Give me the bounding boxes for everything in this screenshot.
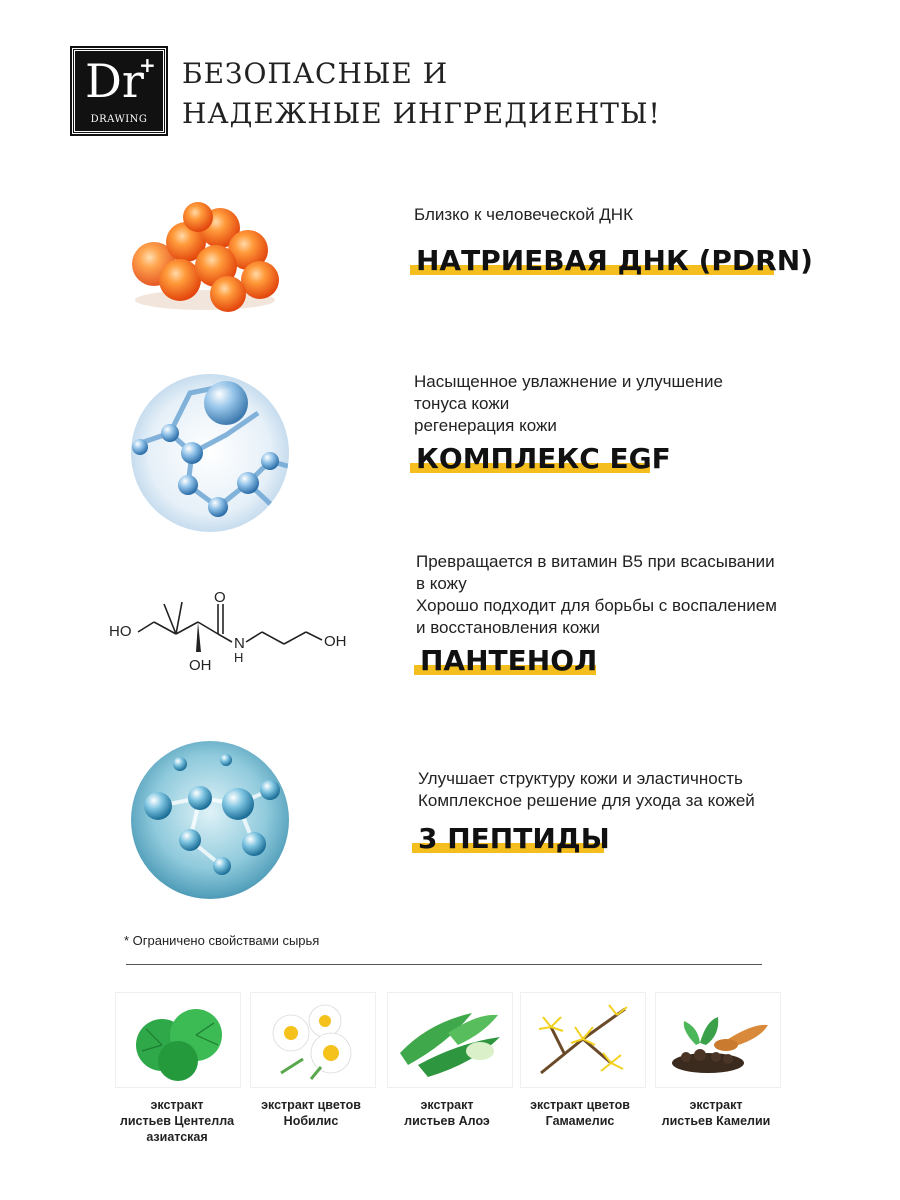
molecule-sphere-image	[130, 373, 290, 533]
extract-label-line: экстракт цветов	[530, 1098, 630, 1112]
centella-leaves-image	[115, 992, 241, 1088]
extract-label-line: Нобилис	[283, 1114, 339, 1128]
formula-label: OH	[189, 657, 212, 674]
formula-label: HO	[109, 623, 132, 640]
witch-hazel-extract-label	[510, 1097, 650, 1129]
panthenol-title: ПАНТЕНОЛ	[420, 644, 598, 677]
egf-description	[414, 371, 723, 437]
peptides-desc-line: Улучшает структуру кожи и эластичность	[418, 769, 743, 788]
logo-text: Dr	[85, 54, 144, 108]
chamomile-flowers-image	[250, 992, 376, 1088]
chamomile-extract-label	[241, 1097, 381, 1129]
logo-subtitle: DRAWING	[90, 114, 148, 125]
formula-label: N	[234, 635, 245, 652]
panthenol-structure-formula	[104, 590, 354, 680]
logo-plus: +	[139, 53, 156, 77]
panthenol-desc-line: Превращается в витамин B5 при всасывании	[416, 552, 775, 571]
camellia-extract-label	[646, 1097, 786, 1129]
extract-label-line: листьев Центелла	[119, 1114, 235, 1128]
egf-title-block	[410, 442, 671, 476]
formula-label: OH	[324, 633, 347, 650]
peptides-title-block	[412, 822, 610, 856]
extract-label-line: листьев Алоэ	[404, 1114, 490, 1128]
pdrn-desc-line: Близко к человеческой ДНК	[414, 205, 633, 224]
panthenol-title-block	[414, 644, 598, 678]
panthenol-desc-line: и восстановления кожи	[416, 618, 600, 637]
formula-label: H	[234, 650, 244, 665]
centella-extract-label	[107, 1097, 247, 1145]
pdrn-title-block	[410, 244, 813, 278]
extract-label-line: листьев Камелии	[661, 1114, 771, 1128]
pdrn-title: НАТРИЕВАЯ ДНК (PDRN)	[416, 244, 813, 277]
page-headline	[182, 54, 661, 134]
peptides-title: 3 ПЕПТИДЫ	[418, 822, 610, 855]
extract-label-line: экстракт	[150, 1098, 204, 1112]
aloe-extract-label	[377, 1097, 517, 1129]
pdrn-description	[414, 204, 633, 226]
egf-desc-line: тонуса кожи	[414, 394, 510, 413]
headline-line-1: БЕЗОПАСНЫЕ И	[182, 57, 449, 90]
footnote: * Ограничено свойствами сырья	[124, 933, 320, 948]
peptides-desc-line: Комплексное решение для ухода за кожей	[418, 791, 755, 810]
extract-label-line: Гамамелис	[545, 1114, 615, 1128]
headline-line-2: НАДЕЖНЫЕ ИНГРЕДИЕНТЫ!	[182, 97, 661, 130]
extract-label-line: экстракт цветов	[261, 1098, 361, 1112]
peptides-description	[418, 768, 755, 812]
salmon-roe-image	[120, 192, 290, 322]
panthenol-desc-line: в кожу	[416, 574, 467, 593]
brand-logo	[72, 48, 166, 134]
egf-desc-line: регенерация кожи	[414, 416, 557, 435]
extract-label-line: экстракт	[420, 1098, 474, 1112]
peptide-sphere-image	[130, 740, 290, 900]
egf-title: КОМПЛЕКС EGF	[416, 442, 671, 475]
panthenol-desc-line: Хорошо подходит для борьбы с воспалением	[416, 596, 777, 615]
witch-hazel-flowers-image	[520, 992, 646, 1088]
panthenol-description	[416, 551, 777, 639]
section-divider	[126, 964, 762, 965]
formula-label: O	[214, 590, 226, 606]
extract-label-line: азиатская	[146, 1130, 208, 1144]
camellia-tea-leaves-image	[655, 992, 781, 1088]
aloe-leaves-image	[387, 992, 513, 1088]
extract-label-line: экстракт	[689, 1098, 743, 1112]
egf-desc-line: Насыщенное увлажнение и улучшение	[414, 372, 723, 391]
